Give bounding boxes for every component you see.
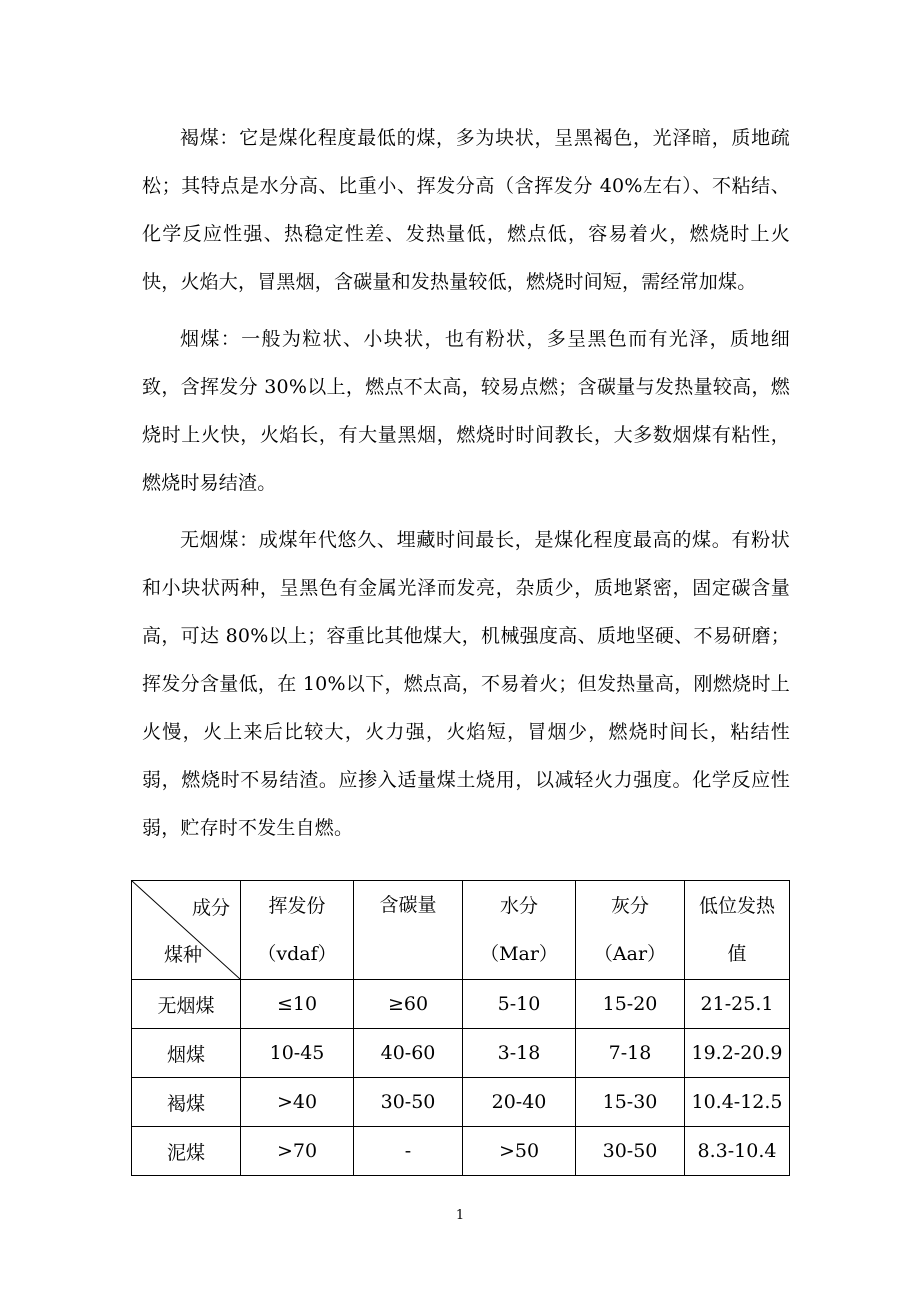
cell-ash: 15-20 [576,980,685,1029]
header-moisture [463,881,576,980]
table-row [132,1029,790,1078]
cell-heat: 21-25.1 [685,980,790,1029]
header-heat-line2: 值 [727,943,747,965]
cell-carbon: 30-50 [354,1078,463,1127]
paragraph-bituminous: 烟煤：一般为粒状、小块状，也有粉状，多呈黑色而有光泽，质地细致，含挥发分 30%以上，燃点不太高，较易点燃；含碳量与发热量较高，燃烧时上火快，火焰长，有大量黑烟，燃烧时时间教长，大多数烟煤有粘性，燃烧时易结渣。 [142,328,790,494]
header-carbon [354,881,463,980]
row-name: 泥煤 [132,1127,241,1176]
cell-heat: 8.3-10.4 [685,1127,790,1176]
row-name: 无烟煤 [132,980,241,1029]
paragraph-lignite: 褐煤：它是煤化程度最低的煤，多为块状，呈黑褐色，光泽暗，质地疏松；其特点是水分高、比重小、挥发分高（含挥发分 40%左右）、不粘结、化学反应性强、热稳定性差、发热量低，燃点低，容易着火，燃烧时上火快，火焰大，冒黑烟，含碳量和发热量较低，燃烧时间短，需经常加煤。 [142,127,790,293]
document-body [142,114,790,861]
cell-carbon: ≥60 [354,980,463,1029]
header-ash-line1: 灰分 [610,895,649,917]
cell-volatile: >40 [241,1078,354,1127]
header-volatile [241,881,354,980]
cell-moisture: 3-18 [463,1029,576,1078]
cell-carbon: - [354,1127,463,1176]
header-heat-value [685,881,790,980]
header-ash-line2: （Aar） [593,943,667,965]
corner-label-coal-type: 煤种 [164,944,203,966]
row-name: 烟煤 [132,1029,241,1078]
cell-volatile: >70 [241,1127,354,1176]
cell-moisture: 5-10 [463,980,576,1029]
cell-moisture: >50 [463,1127,576,1176]
table-header-row [132,881,790,980]
cell-ash: 7-18 [576,1029,685,1078]
row-name: 褐煤 [132,1078,241,1127]
header-moisture-line2: （Mar） [480,943,558,965]
corner-label-component: 成分 [191,897,230,919]
cell-ash: 30-50 [576,1127,685,1176]
header-moisture-line1: 水分 [499,895,538,917]
cell-heat: 10.4-12.5 [685,1078,790,1127]
cell-volatile: 10-45 [241,1029,354,1078]
paragraph-anthracite: 无烟煤：成煤年代悠久、埋藏时间最长，是煤化程度最高的煤。有粉状和小块状两种，呈黑色有金属光泽而发亮，杂质少，质地紧密，固定碳含量高，可达 80%以上；容重比其他煤大，机械强度高、质地坚硬、不易研磨；挥发分含量低，在 10%以下，燃点高，不易着火；但发热量高，刚燃烧时上火慢，火上来后比较大，火力强，火焰短，冒烟少，燃烧时间长，粘结性弱，燃烧时不易结渣。应掺入适量煤土烧用，以减轻火力强度。化学反应性弱，贮存时不发生自燃。 [142,529,790,839]
page-number: 1 [455,1208,465,1223]
cell-heat: 19.2-20.9 [685,1029,790,1078]
table-corner-cell [132,881,241,980]
header-ash [576,881,685,980]
table-row [132,1127,790,1176]
coal-properties-table [131,880,790,1176]
header-heat-line1: 低位发热 [698,895,775,917]
header-volatile-line1: 挥发份 [268,895,326,917]
table-row [132,1078,790,1127]
header-carbon-line1: 含碳量 [379,894,437,916]
cell-volatile: ≤10 [241,980,354,1029]
header-volatile-line2: （vdaf） [257,943,337,965]
cell-moisture: 20-40 [463,1078,576,1127]
table-row [132,980,790,1029]
cell-carbon: 40-60 [354,1029,463,1078]
cell-ash: 15-30 [576,1078,685,1127]
